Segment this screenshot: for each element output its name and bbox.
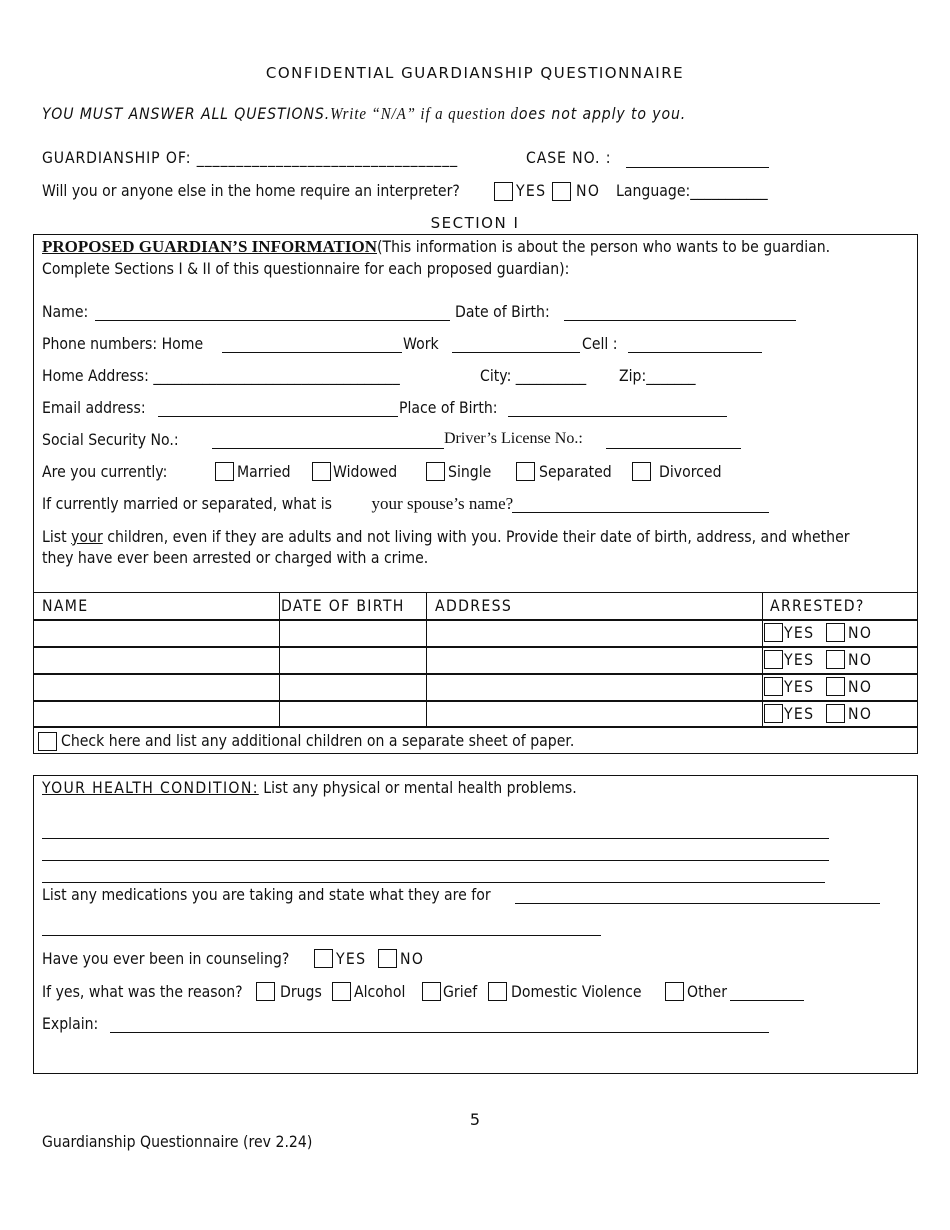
health-problems-line-2[interactable] [42,860,829,861]
medications-label: List any medications you are taking and state what they are for [42,885,491,904]
phone-cell-label: Cell : [582,334,618,353]
name-label: Name: [42,302,89,321]
single-label: Single [448,462,492,481]
explain-label: Explain: [42,1014,99,1033]
arrested-no-checkbox[interactable] [826,650,845,669]
arrested-yes-label: YES [784,677,815,696]
phone-home-field[interactable] [222,352,402,353]
proposed-note: (This information is about the person who wants to be guardian. [376,237,831,256]
health-problems-line-1[interactable] [42,838,829,839]
health-heading-line [42,778,650,797]
drugs-label: Drugs [280,982,322,1001]
proposed-heading-line [42,237,892,257]
guardianship-of-label: GUARDIANSHIP OF: _________________________________ [42,148,459,167]
arrested-yes-label: YES [784,650,815,669]
place-of-birth-field[interactable] [508,416,727,417]
grief-label: Grief [443,982,478,1001]
arrested-no-checkbox[interactable] [826,623,845,642]
other-checkbox[interactable] [665,982,684,1001]
zip-field[interactable]: Zip:_______ [619,366,696,385]
arrested-yes-checkbox[interactable] [764,650,783,669]
instruction-main: YOU MUST ANSWER ALL QUESTIONS. [42,104,331,123]
separated-checkbox[interactable] [516,462,535,481]
arrested-no-checkbox[interactable] [826,677,845,696]
language-field[interactable]: Language:___________ [616,181,768,200]
column-header-name: NAME [42,596,89,615]
health-heading-note: List any physical or mental health problems. [258,778,577,797]
phone-home-label: Phone numbers: Home [42,334,204,353]
domestic-violence-checkbox[interactable] [488,982,507,1001]
dob-field[interactable] [564,320,796,321]
medications-field-line-2[interactable] [42,935,601,936]
grief-checkbox[interactable] [422,982,441,1001]
currently-label: Are you currently: [42,462,168,481]
dob-label: Date of Birth: [455,302,550,321]
interpreter-yes-label: YES [516,181,547,200]
counseling-yes-checkbox[interactable] [314,949,333,968]
drugs-checkbox[interactable] [256,982,275,1001]
email-field[interactable] [158,416,398,417]
separated-label: Separated [539,462,612,481]
instruction-na: Write “N/A” if a question d [330,104,519,123]
arrested-no-label: NO [848,650,873,669]
proposed-guardian-heading: PROPOSED GUARDIAN’S INFORMATION [42,237,377,256]
counseling-yes-label: YES [336,949,367,968]
email-label: Email address: [42,398,146,417]
arrested-no-label: NO [848,623,873,642]
column-header-dob: DATE OF BIRTH [281,596,405,615]
health-heading: YOUR HEALTH CONDITION: [42,778,259,797]
divorced-label: Divorced [659,462,722,481]
case-no-field[interactable] [626,167,769,168]
alcohol-label: Alcohol [354,982,406,1001]
interpreter-no-checkbox[interactable] [552,182,571,201]
proposed-note-line2: Complete Sections I & II of this questionnaire for each proposed guardian): [42,259,570,278]
children-instructions-line1: List your children, even if they are adults and not living with you. Provide their date of birth, address, and whether [42,527,850,546]
case-no-label: CASE NO. : [526,148,612,167]
arrested-yes-label: YES [784,623,815,642]
divorced-checkbox[interactable] [632,462,651,481]
other-label: Other [687,982,727,1001]
phone-cell-field[interactable] [628,352,762,353]
phone-work-field[interactable] [452,352,580,353]
widowed-checkbox[interactable] [312,462,331,481]
page-number: 5 [469,1110,481,1129]
arrested-yes-checkbox[interactable] [764,677,783,696]
drivers-license-label: Driver’s License No.: [444,430,583,447]
married-label: Married [237,462,291,481]
place-of-birth-label: Place of Birth: [399,398,498,417]
health-problems-line-3[interactable] [42,882,825,883]
widowed-label: Widowed [333,462,398,481]
column-header-address: ADDRESS [435,596,513,615]
arrested-no-label: NO [848,677,873,696]
married-checkbox[interactable] [215,462,234,481]
arrested-no-label: NO [848,704,873,723]
instruction-line [42,104,774,124]
interpreter-yes-checkbox[interactable] [494,182,513,201]
reason-question: If yes, what was the reason? [42,982,243,1001]
interpreter-no-label: NO [576,181,601,200]
single-checkbox[interactable] [426,462,445,481]
additional-children-label: Check here and list any additional children on a separate sheet of paper. [61,731,575,750]
spouse-question: If currently married or separated, what isyour spouse’s name? [42,494,514,513]
arrested-yes-checkbox[interactable] [764,623,783,642]
arrested-no-checkbox[interactable] [826,704,845,723]
children-instructions-line2: they have ever been arrested or charged with a crime. [42,548,429,567]
health-section [33,775,918,1074]
column-header-arrested: ARRESTED? [770,596,865,615]
explain-field[interactable] [110,1032,769,1033]
section-title: SECTION I [430,214,520,232]
drivers-license-field[interactable] [606,448,741,449]
instruction-tail: oes not apply to you. [518,104,687,123]
ssn-label: Social Security No.: [42,430,179,449]
additional-children-checkbox[interactable] [38,732,57,751]
alcohol-checkbox[interactable] [332,982,351,1001]
city-field[interactable]: City: __________ [480,366,587,385]
domestic-violence-label: Domestic Violence [511,982,642,1001]
arrested-yes-label: YES [784,704,815,723]
interpreter-question: Will you or anyone else in the home require an interpreter? [42,181,460,200]
other-field[interactable] [730,1000,804,1001]
counseling-question: Have you ever been in counseling? [42,949,290,968]
name-field[interactable] [95,320,450,321]
ssn-field[interactable] [212,448,444,449]
counseling-no-label: NO [400,949,425,968]
form-title: CONFIDENTIAL GUARDIANSHIP QUESTIONNAIRE [265,64,685,82]
spouse-name-field[interactable] [512,512,769,513]
home-address-field[interactable]: Home Address: ___________________________________ [42,366,400,385]
counseling-no-checkbox[interactable] [378,949,397,968]
medications-field[interactable] [515,903,880,904]
phone-work-label: Work [403,334,439,353]
form-footer: Guardianship Questionnaire (rev 2.24) [42,1132,313,1151]
arrested-yes-checkbox[interactable] [764,704,783,723]
